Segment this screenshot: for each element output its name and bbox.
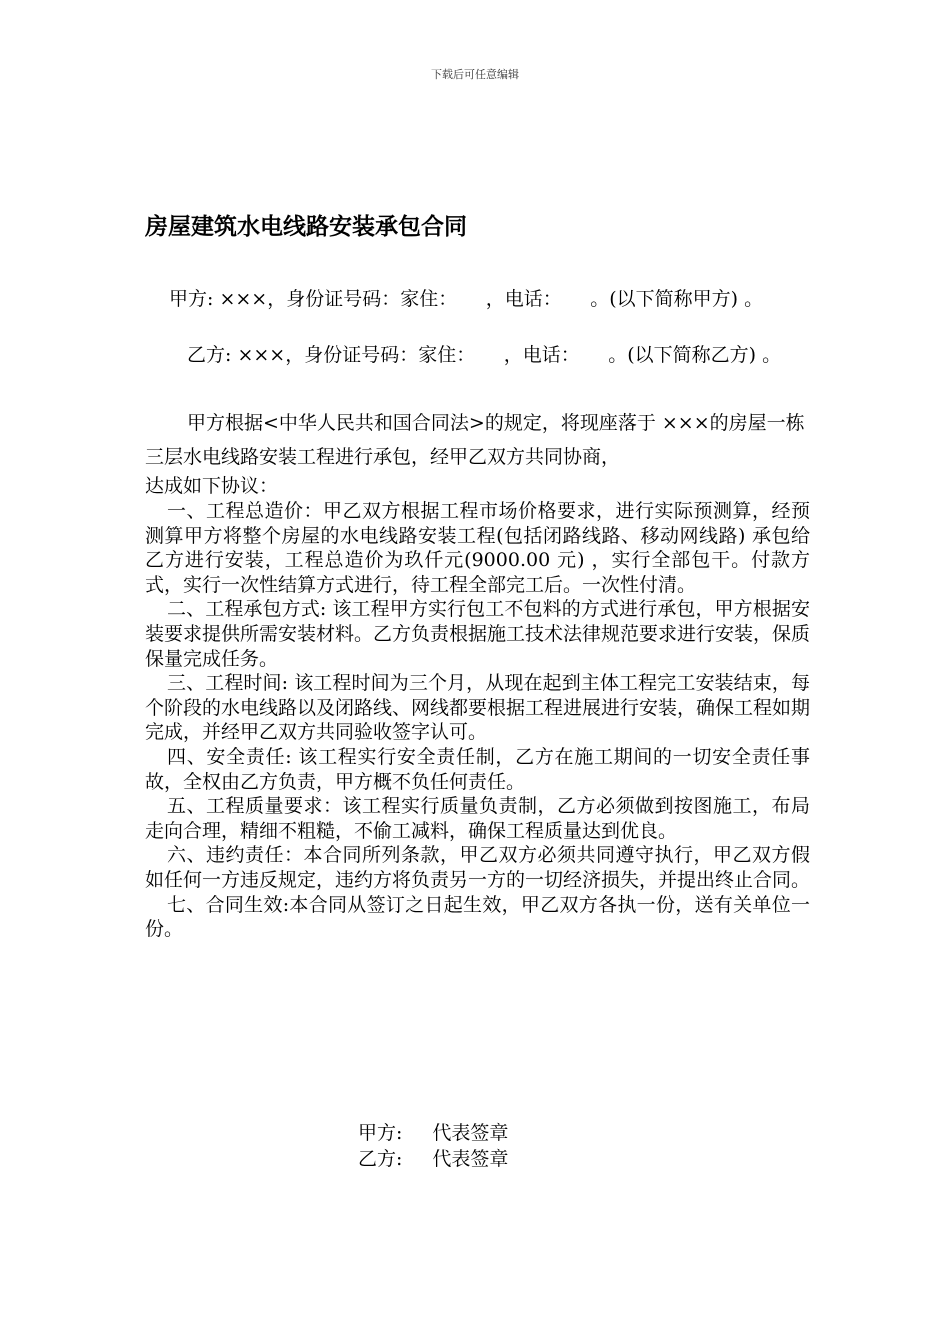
clause-7-effect: 七、合同生效:本合同从签订之日起生效，甲乙双方各执一份，送有关单位一份。 — [145, 893, 810, 941]
clause-4-safety: 四、安全责任: 该工程实行安全责任制，乙方在施工期间的一切安全责任事故，全权由乙方负责，甲方概不负任何责任。 — [145, 745, 810, 793]
signature-party-b-label: 乙方: — [358, 1148, 403, 1170]
signature-row-party-a — [358, 1120, 508, 1146]
clause-list — [145, 499, 810, 942]
clause-6-breach: 六、违约责任：本合同所列条款，甲乙双方必须共同遵守执行，甲乙双方假如任何一方违反规定，违约方将负责另一方的一切经济损失，并提出终止合同。 — [145, 844, 811, 891]
party-a-info: 甲方: ×××，身份证号码：家住： ，电话： 。(以下简称甲方) 。 — [169, 288, 764, 310]
clause-2-contract-method: 二、工程承包方式: 该工程甲方实行包工不包料的方式进行承包，甲方根据安装要求提供所需安装材料。乙方负责根据施工技术法律规范要求进行安装，保质保量完成任务。 — [145, 598, 811, 670]
clause-3-schedule: 三、工程时间: 该工程时间为三个月，从现在起到主体工程完工安装结束，每个阶段的水电线路以及闭路线、网线都要根据工程进展进行安装，确保工程如期完成，并经甲乙双方共同验收签字认可。 — [145, 672, 811, 744]
contract-intro-tail: 达成如下协议： — [145, 475, 279, 497]
document-title: 房屋建筑水电线路安装承包合同 — [145, 213, 467, 240]
clause-5-quality: 五、工程质量要求：该工程实行质量负责制，乙方必须做到按图施工，布局走向合理，精细不粗糙，不偷工减料，确保工程质量达到优良。 — [145, 795, 810, 842]
clause-1-total-cost: 一、工程总造价：甲乙双方根据工程市场价格要求，进行实际预测算，经预测算甲方将整个房屋的水电线路安装工程(包括闭路线路、移动网线路) 承包给乙方进行安装，工程总造价为玖仟元(9000.00 元) ，实行全部包干。付款方式，实行一次性结算方式进行，待工程全部完工后。一次性付清。 — [145, 500, 810, 596]
signature-block — [358, 1120, 508, 1172]
signature-party-b-sign: 代表签章 — [432, 1148, 509, 1170]
header-note: 下载后可任意编辑 — [431, 68, 519, 81]
contract-intro: 甲方根据<中华人民共和国合同法>的规定，将现座落于 ×××的房屋一栋三层水电线路安装工程进行承包，经甲乙双方共同协商， — [145, 412, 805, 468]
signature-party-a-sign: 代表签章 — [432, 1122, 509, 1144]
signature-row-party-b — [358, 1146, 508, 1172]
signature-party-a-label: 甲方: — [358, 1122, 403, 1144]
party-b-info: 乙方: ×××，身份证号码：家住： ，电话： 。(以下简称乙方) 。 — [187, 344, 782, 366]
